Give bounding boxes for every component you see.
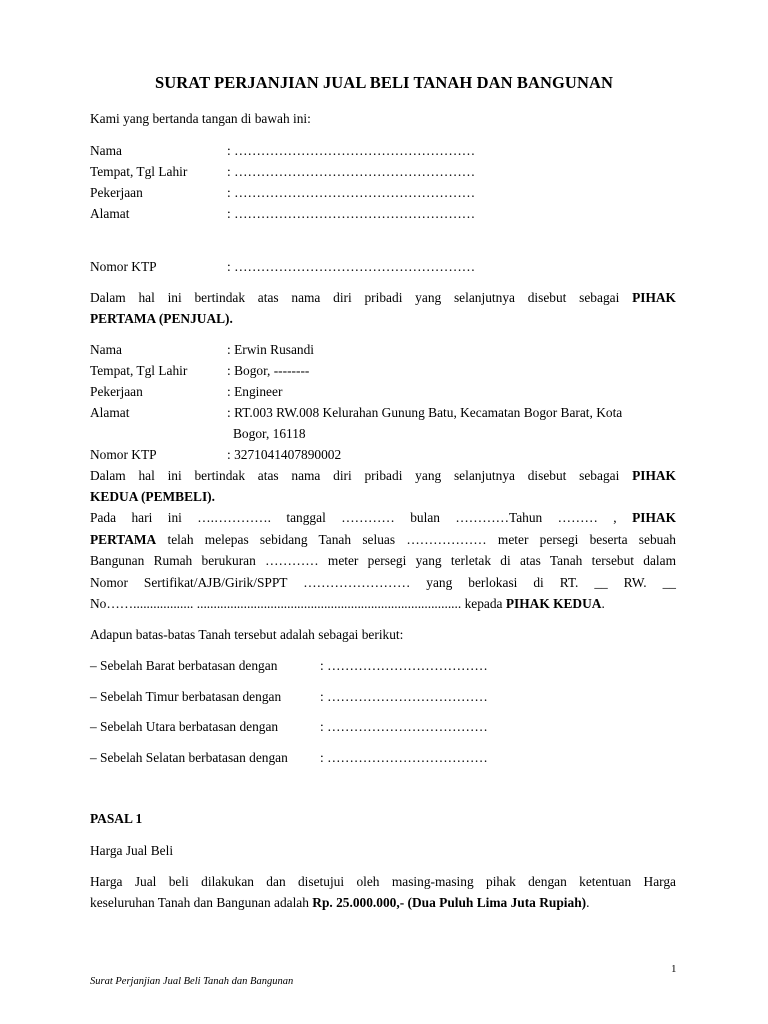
transfer-line-2-text: telah melepas sebidang Tanah seluas ……………… meter persegi beserta sebuah — [167, 532, 676, 547]
party1-birth-label: Tempat, Tgl Lahir — [90, 164, 188, 179]
party2-ktp-label: Nomor KTP — [90, 447, 157, 462]
party1-job-value: : ……………………………………………… — [227, 185, 476, 200]
party1-name-value: : ……………………………………………… — [227, 143, 476, 158]
intro-text: Kami yang bertanda tangan di bawah ini: — [90, 111, 311, 126]
party1-ktp-label: Nomor KTP — [90, 259, 157, 274]
footer-text: Surat Perjanjian Jual Beli Tanah dan Bangunan — [90, 976, 294, 987]
document-title: SURAT PERJANJIAN JUAL BELI TANAH DAN BANGUNAN — [155, 73, 613, 92]
party1-birth-value: : ……………………………………………… — [227, 164, 476, 179]
party2-name-value: : Erwin Rusandi — [227, 342, 315, 357]
boundary-north-value: : ……………………………… — [320, 719, 488, 734]
boundary-east-value: : ……………………………… — [320, 689, 488, 704]
transfer-line-1 — [90, 510, 676, 526]
party2-address-value: : RT.003 RW.008 Kelurahan Gunung Batu, Kecamatan Bogor Barat, Kota — [227, 405, 623, 420]
transfer-line-5-bold: PIHAK KEDUA — [505, 596, 602, 611]
boundary-west-label: – Sebelah Barat berbatasan dengan — [90, 658, 278, 673]
pasal1-heading: PASAL 1 — [90, 811, 143, 826]
transfer-line-5-text: No…….................. ............................................................................... kepada — [90, 596, 503, 611]
pasal1-line-2 — [90, 895, 676, 911]
boundary-south-value: : ……………………………… — [320, 750, 488, 765]
party2-name-label: Nama — [90, 342, 122, 357]
party1-role-a: PIHAK — [632, 290, 676, 305]
transfer-line-5 — [90, 596, 676, 612]
party2-role-a: PIHAK — [632, 468, 676, 483]
party2-role-b: KEDUA (PEMBELI). — [90, 489, 215, 504]
transfer-line-1-bold: PIHAK — [632, 510, 676, 525]
party1-statement-line1 — [90, 290, 676, 306]
party1-address-value: : ……………………………………………… — [227, 206, 476, 221]
pasal1-price: Rp. 25.000.000,- (Dua Puluh Lima Juta Rupiah) — [312, 895, 587, 910]
transfer-line-1-text: Pada hari ini ….…………. tanggal ………… bulan …………Tahun ……… , — [90, 510, 617, 525]
party1-ktp-value: : ……………………………………………… — [227, 259, 476, 274]
party2-birth-value: : Bogor, -------- — [227, 363, 310, 378]
party2-address-label: Alamat — [90, 405, 130, 420]
boundary-west-value: : ……………………………… — [320, 658, 488, 673]
boundary-south-label: – Sebelah Selatan berbatasan dengan — [90, 750, 288, 765]
pasal1-line-2-text: keseluruhan Tanah dan Bangunan adalah — [90, 895, 309, 910]
party1-role-b: PERTAMA (PENJUAL). — [90, 311, 233, 326]
pasal1-subheading: Harga Jual Beli — [90, 843, 174, 858]
party2-job-value: : Engineer — [227, 384, 283, 399]
party2-statement-line1 — [90, 468, 676, 484]
party1-address-label: Alamat — [90, 206, 130, 221]
party1-name-label: Nama — [90, 143, 122, 158]
party2-address-value-cont: Bogor, 16118 — [233, 426, 306, 441]
pasal1-line-1: Harga Jual beli dilakukan dan disetujui oleh masing-masing pihak dengan ketentuan Harga — [90, 874, 676, 889]
party2-job-label: Pekerjaan — [90, 384, 143, 399]
transfer-line-2 — [90, 532, 676, 548]
party1-job-label: Pekerjaan — [90, 185, 143, 200]
party2-ktp-value: : 3271041407890002 — [227, 447, 342, 462]
party2-statement-text: Dalam hal ini bertindak atas nama diri pribadi yang selanjutnya disebut sebagai — [90, 468, 620, 483]
transfer-line-3: Bangunan Rumah berukuran ………… meter persegi yang terletak di atas Tanah tersebut dalam — [90, 553, 676, 568]
pasal1-line-2-end: . — [586, 895, 590, 910]
transfer-line-4: Nomor Sertifikat/AJB/Girik/SPPT …………………… yang berlokasi di RT. __ RW. __ — [90, 575, 676, 590]
boundaries-heading: Adapun batas-batas Tanah tersebut adalah sebagai berikut: — [90, 627, 404, 642]
party1-statement-text: Dalam hal ini bertindak atas nama diri pribadi yang selanjutnya disebut sebagai — [90, 290, 620, 305]
party2-birth-label: Tempat, Tgl Lahir — [90, 363, 188, 378]
transfer-line-2-bold: PERTAMA — [90, 532, 157, 547]
transfer-line-5-end: . — [601, 596, 605, 611]
page-number: 1 — [671, 963, 677, 975]
boundary-north-label: – Sebelah Utara berbatasan dengan — [90, 719, 279, 734]
boundary-east-label: – Sebelah Timur berbatasan dengan — [90, 689, 282, 704]
